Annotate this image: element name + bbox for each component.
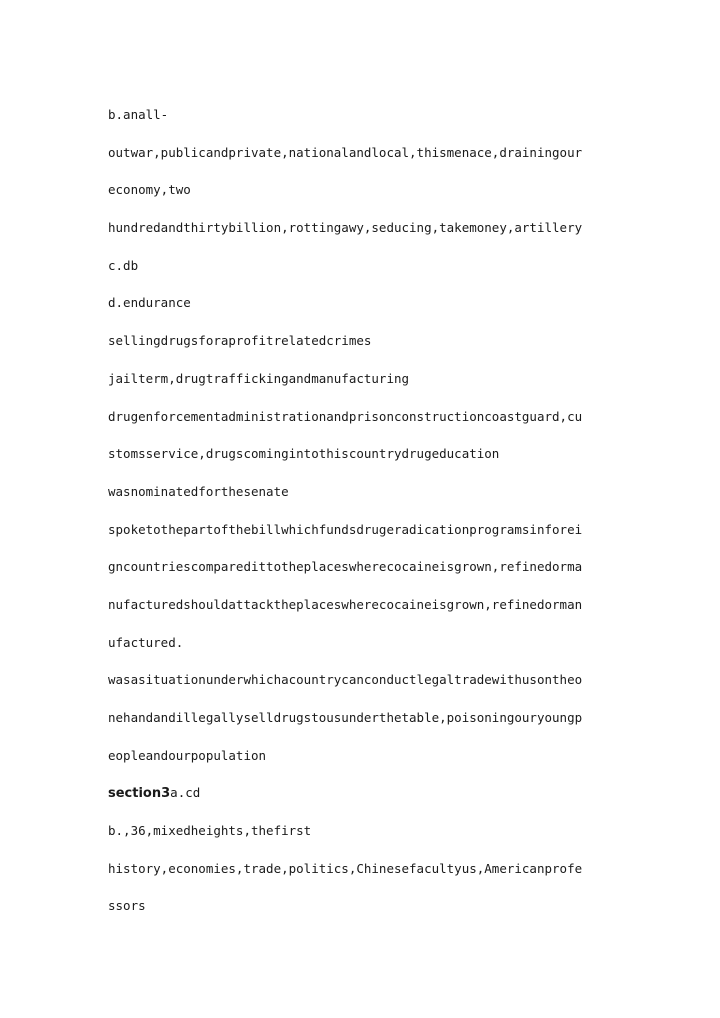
text-line: wasasituationunderwhichacountrycanconductlegaltradewithusontheo bbox=[108, 672, 583, 688]
text-line: wasnominatedforthesenate bbox=[108, 483, 289, 499]
text-line: b.anall- bbox=[108, 107, 169, 122]
section3-answer: a.cd bbox=[170, 785, 201, 801]
text-line: gncountriescomparedittotheplaceswherecocaineisgrown,refinedorma bbox=[108, 559, 583, 575]
section3-heading: section3 bbox=[108, 786, 171, 802]
text-line: nehandandillegallyselldrugstousunderthetable,poisoningouryoungp bbox=[108, 710, 583, 725]
text-line: ssors bbox=[108, 898, 146, 914]
text-line: outwar,publicandprivate,nationalandlocal,thismenace,drainingour bbox=[108, 144, 583, 160]
text-line: hundredandthirtybillion,rottingawy,seducing,takemoney,artillery bbox=[108, 220, 583, 236]
text-line: ufactured. bbox=[108, 634, 184, 650]
text-line: history,economies,trade,politics,Chinesefacultyus,Americanprofe bbox=[108, 860, 583, 876]
text-line: economy,two bbox=[108, 182, 191, 198]
text-line: d.endurance bbox=[108, 295, 191, 311]
text-line: jailterm,drugtraffickingandmanufacturing bbox=[108, 370, 410, 386]
text-line: spoketothepartofthebillwhichfundsdrugeradicationprogramsinforei bbox=[108, 521, 583, 537]
text-line: drugenforcementadministrationandprisonconstructioncoastguard,cu bbox=[108, 408, 583, 424]
section3-line bbox=[108, 774, 608, 812]
document-body bbox=[108, 96, 608, 925]
text-line: c.db bbox=[108, 257, 139, 273]
text-line: sellingdrugsforaprofitrelatedcrimes bbox=[108, 333, 372, 349]
text-line: nufacturedshouldattacktheplaceswherecocaineisgrown,refinedorman bbox=[108, 596, 583, 612]
text-line: stomsservice,drugscomingintothiscountrydrugeducation bbox=[108, 446, 500, 462]
text-line: eopleandourpopulation bbox=[108, 747, 267, 763]
text-line: b.,36,mixedheights,thefirst bbox=[108, 823, 312, 839]
